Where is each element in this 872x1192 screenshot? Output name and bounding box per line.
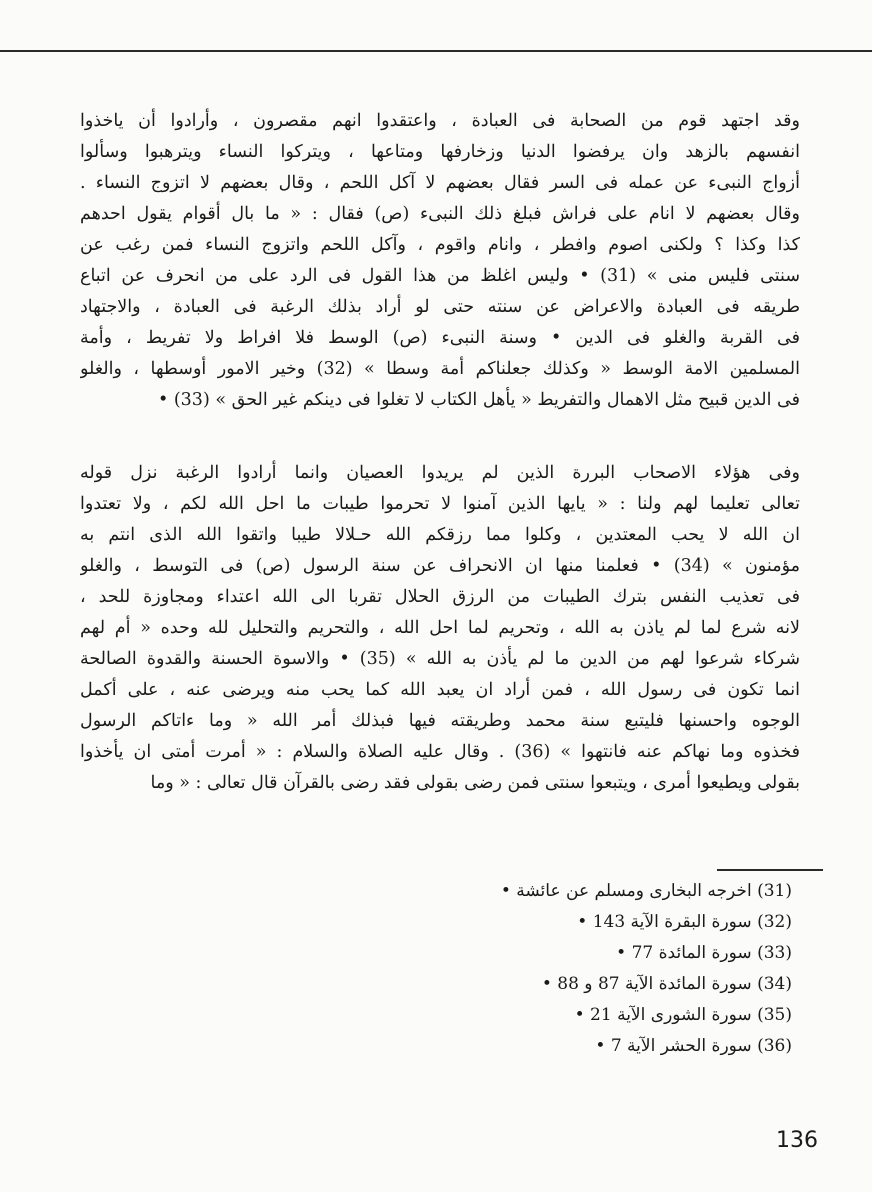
text-line: وقد اجتهد قوم من الصحابة فى العبادة ، واعتقدوا انهم مقصرون ، وأرادوا أن ياخذوا	[80, 111, 800, 131]
text-line: المسلمين الامة الوسط « وكذلك جعلناكم أمة وسطا » (32) وخير الامور أوسطها ، والغلو	[80, 359, 800, 379]
text-line: تعالى تعليما لهم ولنا : « يايها الذين آمنوا لا تحرموا طيبات ما احل الله لكم ، ولا تعتدوا	[80, 494, 800, 514]
text-line: فى القربة والغلو فى الدين • وسنة النبىء (ص) الوسط فلا افراط ولا تفريط ، وأمة	[80, 328, 800, 348]
footnote-34: (34) سورة المائدة الآية 87 و 88 •	[541, 974, 792, 994]
text-line: كذا وكذا ؟ ولكنى اصوم وافطر ، وانام واقوم ، وآكل اللحم واتزوج النساء فمن رغب عن	[80, 235, 800, 255]
text-line: بقولى ويطيعوا أمرى ، ويتبعوا سنتى فمن رضى بقولى فقد رضى بالقرآن قال تعالى : « وما	[150, 773, 800, 793]
footnote-31: (31) اخرجه البخارى ومسلم عن عائشة •	[500, 881, 792, 901]
page-number: 136	[776, 1128, 818, 1153]
text-line: فى تعذيب النفس بترك الطيبات من الرزق الحلال تقربا الى الله اعتداء ومجاوزة للحد ،	[80, 587, 800, 607]
text-line: شركاء شرعوا لهم من الدين ما لم يأذن به الله » (35) • والاسوة الحسنة والقدوة الصالحة	[80, 649, 800, 669]
text-line: ان الله لا يحب المعتدين ، وكلوا مما رزقكم الله حـلالا طيبا واتقوا الله الذى انتم به	[80, 525, 800, 545]
text-line: الوجوه واحسنها فليتبع سنة محمد وطريقته فيها فبذلك أمر الله « وما ءاتاكم الرسول	[80, 711, 800, 731]
footnote-rule	[717, 869, 823, 871]
text-line: وفى هؤلاء الاصحاب البررة الذين لم يريدوا العصيان وانما أرادوا الرغبة نزل قوله	[80, 463, 800, 483]
text-line: مؤمنون » (34) • فعلمنا منها ان الانحراف عن سنة الرسول (ص) فى التوسط ، والغلو	[80, 556, 800, 576]
paragraph-1	[80, 106, 800, 416]
text-line: فى الدين قبيح مثل الاهمال والتفريط « يأهل الكتاب لا تغلوا فى دينكم غير الحق » (33) •	[157, 390, 800, 410]
text-line: لانه شرع لما لم ياذن به الله ، وتحريم لما احل الله ، والتحريم والتحليل لله وحده « أم لهم	[80, 618, 800, 638]
text-line: سنتى فليس منى » (31) • وليس اغلظ من هذا القول فى الرد على من انحرف عن اتباع	[80, 266, 800, 286]
text-line: أزواج النبىء عن عمله فى السر فقال بعضهم لا آكل اللحم ، وقال بعضهم لا اتزوج النساء .	[80, 173, 800, 193]
footnote-35: (35) سورة الشورى الآية 21 •	[574, 1005, 792, 1025]
footnotes	[432, 876, 792, 1062]
text-line: انفسهم بالزهد وان يرفضوا الدنيا وزخارفها ومتاعها ، ويتركوا النساء ويترهبوا وسألوا	[80, 142, 800, 162]
text-line: وقال بعضهم لا انام على فراش فبلغ ذلك النبىء (ص) فقال : « ما بال أقوام يقول احدهم	[80, 204, 800, 224]
text-line: فخذوه وما نهاكم عنه فانتهوا » (36) . وقال عليه الصلاة والسلام : « أمرت أمتى ان يأخذوا	[80, 742, 800, 762]
paragraph-2	[80, 458, 800, 799]
text-line: انما تكون فى رسول الله ، فمن أراد ان يعبد الله كما يحب منه ويرضى عنه ، على أكمل	[80, 680, 800, 700]
footnote-33: (33) سورة المائدة 77 •	[616, 943, 792, 963]
footnote-36: (36) سورة الحشر الآية 7 •	[595, 1036, 792, 1056]
text-line: طريقه فى العبادة والاعراض عن سنته حتى لو أراد بذلك الرغبة فى العبادة ، والاجتهاد	[80, 297, 800, 317]
footnote-32: (32) سورة البقرة الآية 143 •	[577, 912, 792, 932]
top-rule	[0, 50, 872, 52]
